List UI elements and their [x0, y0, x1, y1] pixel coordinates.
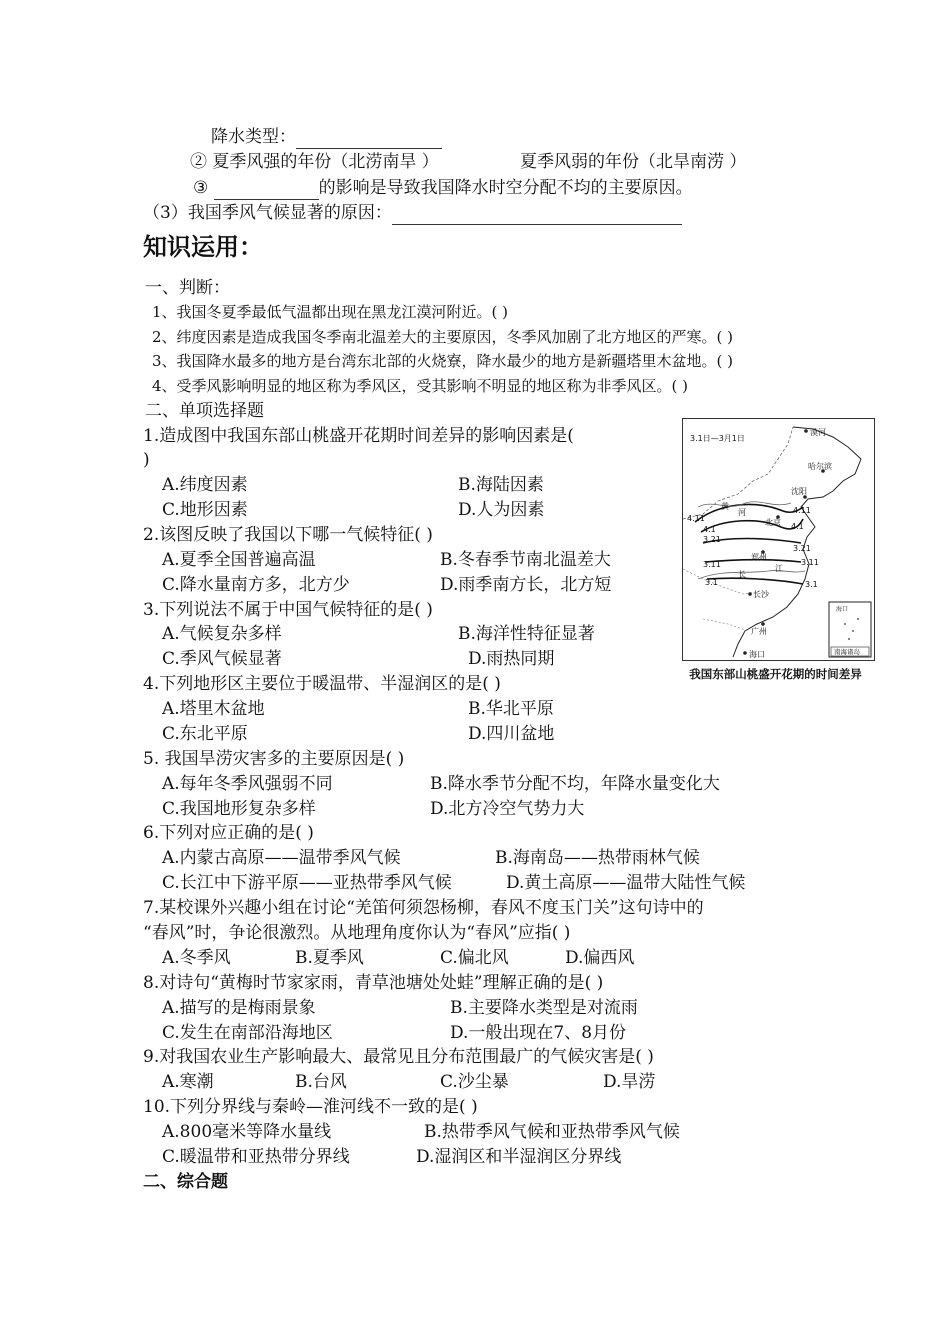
comprehensive-title: 二、综合题	[143, 1172, 228, 1192]
q2-option-b[interactable]: B.冬春季节南北温差大	[440, 550, 611, 570]
q3-option-c[interactable]: C.季风气候显著	[162, 649, 282, 669]
inset-city-label: 海口	[836, 606, 849, 613]
isoline-label-right-3-11: 3.11	[801, 558, 819, 567]
q2-stem: 2.该图反映了我国以下哪一气候特征( )	[143, 525, 433, 545]
q3-reason-blank[interactable]	[392, 206, 682, 225]
city-dot-mohe	[804, 429, 808, 433]
q1-line2: )	[143, 450, 150, 470]
label-mohe: 漠河	[810, 428, 826, 437]
q5-option-b[interactable]: B.降水季节分配不均，年降水量变化大	[430, 774, 720, 794]
label-changsha: 长沙	[753, 590, 769, 599]
q4-option-c[interactable]: C.东北平原	[162, 724, 248, 744]
precip-type-line	[211, 125, 442, 149]
item3-prefix: ③	[193, 178, 209, 198]
isoline-label-right-4-1: 4.1	[791, 522, 804, 531]
inset-label: 南海诸岛	[834, 648, 860, 656]
q9-option-a[interactable]: A.寒潮	[162, 1072, 214, 1092]
precip-type-blank[interactable]	[296, 130, 442, 149]
isoline-label-right-4-11: 4.11	[793, 506, 811, 515]
q2-option-c[interactable]: C.降水量南方多，北方少	[162, 575, 350, 595]
label-huang: 黄	[721, 502, 729, 511]
q4-option-d[interactable]: D.四川盆地	[468, 724, 555, 744]
item2-right: 夏季风弱的年份（北旱南涝 ）	[520, 152, 747, 172]
judge-title: 一、判断：	[145, 278, 230, 298]
q8-option-a[interactable]: A.描写的是梅雨景象	[162, 998, 316, 1018]
q3-option-d[interactable]: D.雨热同期	[468, 649, 555, 669]
judge-item-3: 3、我国降水最多的地方是台湾东北部的火烧寮，降水最少的地方是新疆塔里木盆地。( )	[152, 352, 734, 370]
isoline-label-left-3-11: 3.11	[703, 560, 721, 569]
q8-option-d[interactable]: D.一般出现在7、8月份	[450, 1023, 627, 1043]
q3-reason-label: （3）我国季风气候显著的原因：	[143, 203, 392, 223]
q10-option-d[interactable]: D.湿润区和半湿润区分界线	[416, 1147, 622, 1167]
isoline-label-right-3-21: 3.21	[793, 544, 811, 553]
map-caption: 我国东部山桃盛开花期的时间差异	[689, 667, 862, 681]
q5-option-a[interactable]: A.每年冬季风强弱不同	[162, 774, 333, 794]
item3-line	[193, 176, 693, 200]
q3-option-b[interactable]: B.海洋性特征显著	[458, 624, 595, 644]
inset-island-4	[857, 618, 859, 620]
label-chang: 长	[738, 570, 746, 579]
q6-stem: 6.下列对应正确的是( )	[143, 823, 314, 843]
q9-option-d[interactable]: D.旱涝	[603, 1072, 656, 1092]
bloom-time-map	[682, 418, 875, 661]
item2-left: ② 夏季风强的年份（北涝南旱 ）	[190, 152, 439, 172]
isoline-label-left-3-21: 3.21	[703, 535, 721, 544]
city-dot-guangzhou	[761, 622, 765, 626]
label-harbin: 哈尔滨	[808, 462, 832, 471]
item3-suffix: 的影响是导致我国降水时空分配不均的主要原因。	[318, 178, 693, 198]
q9-stem: 9.对我国农业生产影响最大、最常见且分布范围最广的气候灾害是( )	[143, 1047, 654, 1067]
q5-stem: 5. 我国旱涝灾害多的主要原因是( )	[143, 749, 405, 769]
precip-type-label: 降水类型：	[211, 127, 296, 147]
label-haikou: 海口	[749, 650, 765, 659]
q8-option-b[interactable]: B.主要降水类型是对流雨	[450, 998, 638, 1018]
q5-option-c[interactable]: C.我国地形复杂多样	[162, 799, 316, 819]
section-heading: 知识运用：	[143, 233, 263, 261]
q7-option-a[interactable]: A.冬季风	[162, 948, 231, 968]
city-dot-changsha	[748, 592, 752, 596]
q8-stem: 8.对诗句“黄梅时节家家雨，青草池塘处处蛙”理解正确的是( )	[143, 973, 604, 993]
inset-island-1	[844, 623, 846, 625]
q5-option-d[interactable]: D.北方冷空气势力大	[430, 799, 585, 819]
q7-option-d[interactable]: D.偏西风	[565, 948, 635, 968]
q7-option-c[interactable]: C.偏北风	[440, 948, 509, 968]
judge-item-4: 4、受季风影响明显的地区称为季风区，受其影响不明显的地区称为非季风区。( )	[152, 377, 689, 395]
judge-item-1: 1、我国冬夏季最低气温都出现在黑龙江漠河附近。( )	[152, 303, 509, 321]
isoline-label-left-4-11: 4.11	[687, 514, 705, 523]
q10-option-c[interactable]: C.暖温带和亚热带分界线	[162, 1147, 350, 1167]
label-guangzhou: 广州	[751, 627, 767, 636]
label-beijing: 北京	[765, 518, 781, 527]
q3-stem: 3.下列说法不属于中国气候特征的是( )	[143, 600, 433, 620]
map-header: 3.1日—3月1日	[690, 434, 745, 443]
label-he: 河	[738, 508, 746, 517]
q4-option-b[interactable]: B.华北平原	[468, 699, 554, 719]
isoline-label-right-3-1: 3.1	[805, 580, 818, 589]
q8-option-c[interactable]: C.发生在南部沿海地区	[162, 1023, 333, 1043]
q6-option-c[interactable]: C.长江中下游平原——亚热带季风气候	[162, 873, 452, 893]
inset-island-3	[848, 638, 850, 640]
q7-stem-line2: “春风”时，争论很激烈。从地理角度你认为“春风”应指( )	[143, 923, 571, 943]
label-zhengzhou: 郑州	[751, 553, 767, 562]
q4-stem: 4.下列地形区主要位于暖温带、半湿润区的是( )	[143, 674, 501, 694]
q9-option-c[interactable]: C.沙尘暴	[440, 1072, 509, 1092]
q6-option-b[interactable]: B.海南岛——热带雨林气候	[495, 848, 700, 868]
q2-option-a[interactable]: A.夏季全国普遍高温	[162, 550, 316, 570]
item3-blank[interactable]	[214, 181, 319, 200]
inset-island-2	[852, 630, 854, 632]
q10-option-b[interactable]: B.热带季风气候和亚热带季风气候	[424, 1122, 680, 1142]
q6-option-a[interactable]: A.内蒙古高原——温带季风气候	[162, 848, 401, 868]
q7-option-b[interactable]: B.夏季风	[295, 948, 364, 968]
q1-option-a[interactable]: A.纬度因素	[162, 475, 248, 495]
q9-option-b[interactable]: B.台风	[295, 1072, 347, 1092]
isoline-label-left-4-1: 4.1	[703, 525, 716, 534]
q2-option-d[interactable]: D.雨季南方长，北方短	[440, 575, 612, 595]
q4-option-a[interactable]: A.塔里木盆地	[162, 699, 265, 719]
q1-option-b[interactable]: B.海陆因素	[458, 475, 544, 495]
q10-stem: 10.下列分界线与秦岭—淮河线不一致的是( )	[143, 1097, 478, 1117]
city-dot-haikou	[743, 651, 747, 655]
label-jiang: 江	[775, 564, 783, 573]
q6-option-d[interactable]: D.黄土高原——温带大陆性气候	[506, 873, 746, 893]
judge-item-2: 2、纬度因素是造成我国冬季南北温差大的主要原因，冬季风加剧了北方地区的严寒。( )	[152, 328, 734, 346]
q3-option-a[interactable]: A.气候复杂多样	[162, 624, 282, 644]
label-shenyang: 沈阳	[791, 487, 807, 496]
mc-title: 二、单项选择题	[145, 401, 264, 421]
q7-stem-line1: 7.某校课外兴趣小组在讨论“羌笛何须怨杨柳，春风不度玉门关”这句诗中的	[143, 898, 704, 918]
isoline-4-1	[701, 519, 803, 532]
q1-option-d[interactable]: D.人为因素	[458, 500, 545, 520]
isoline-3-1	[707, 578, 803, 584]
q3-reason-line	[143, 201, 682, 225]
q1-line1: 1.造成图中我国东部山桃盛开花期时间差异的影响因素是(	[143, 426, 574, 446]
q10-option-a[interactable]: A.800毫米等降水量线	[162, 1122, 332, 1142]
isoline-label-left-3-1: 3.1	[705, 578, 718, 587]
q1-option-c[interactable]: C.地形因素	[162, 500, 248, 520]
